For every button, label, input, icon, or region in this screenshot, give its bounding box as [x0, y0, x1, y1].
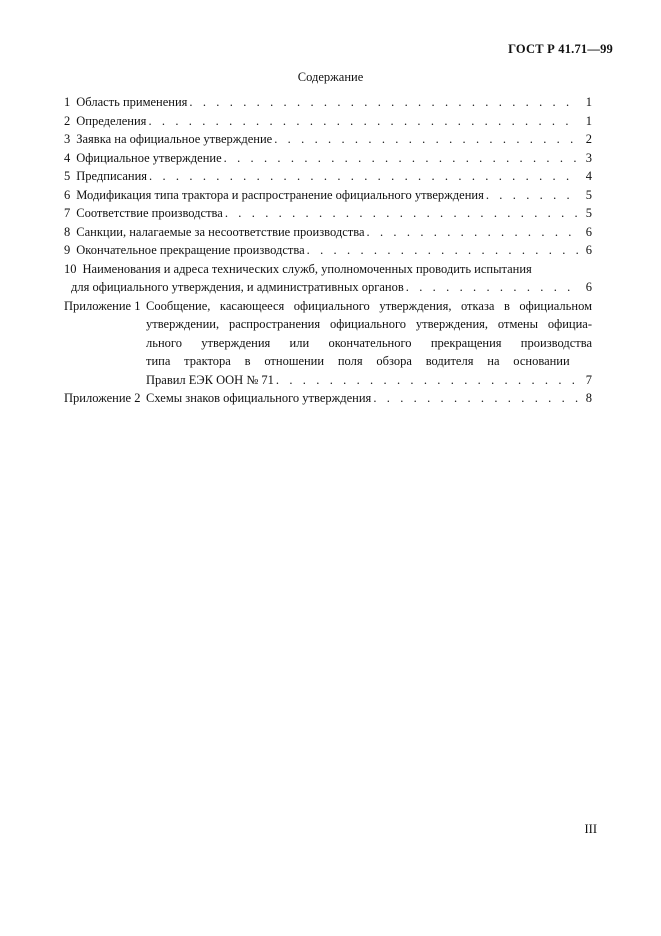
toc-item-page: 6	[585, 280, 592, 294]
appendix-line: Сообщение, касающееся официального утверждения, отказа в официальном	[146, 298, 592, 313]
dot-leader	[486, 186, 578, 205]
toc-item-page: 5	[585, 206, 592, 220]
appendix-line: льного утверждения или окончательного прекращения производства	[146, 335, 592, 350]
toc-item-title: Санкции, налагаемые за несоответствие производства	[76, 224, 365, 239]
toc-item-4[interactable]	[64, 149, 592, 168]
toc-item-page: 6	[585, 243, 592, 257]
toc-item-10-line-2	[64, 278, 592, 297]
dot-leader	[189, 93, 578, 112]
toc-item-page: 6	[585, 224, 592, 239]
toc-appendix-2[interactable]	[64, 389, 592, 408]
toc-item-page: 4	[585, 169, 592, 183]
appendix-line: типа трактора в отношении поля обзора водителя на основании	[146, 354, 570, 368]
toc-item-page: 1	[585, 113, 592, 128]
page-number: III	[584, 822, 597, 836]
dot-leader	[224, 149, 578, 168]
toc-item-page: 2	[585, 132, 592, 146]
toc-item-page: 8	[585, 391, 592, 405]
appendix-label: Приложение 1	[64, 298, 141, 313]
dot-leader	[274, 130, 578, 149]
toc-item-7[interactable]	[64, 204, 592, 223]
toc-item-number: 2	[64, 113, 71, 128]
dot-leader	[307, 241, 578, 260]
toc-item-number: 1	[64, 95, 71, 109]
appendix-body	[146, 389, 592, 408]
toc-item-page: 1	[585, 95, 592, 109]
dot-leader	[148, 112, 578, 131]
toc-item-title: Заявка на официальное утверждение	[76, 132, 273, 146]
toc-item-10[interactable]	[64, 260, 592, 297]
appendix-last-line	[146, 371, 592, 390]
toc-item-title: Официальное утверждение	[76, 150, 222, 165]
dot-leader	[373, 389, 578, 408]
dot-leader	[225, 204, 578, 223]
appendix-label: Приложение 2	[64, 391, 141, 405]
standard-code: ГОСТ Р 41.71—99	[508, 42, 613, 56]
dot-leader	[406, 278, 578, 297]
toc-item-title: Окончательное прекращение производства	[76, 243, 305, 257]
toc-item-8[interactable]	[64, 223, 592, 242]
toc-item-title: Соответствие производства	[76, 206, 223, 220]
toc-item-title: Определения	[76, 113, 147, 128]
toc-title: Содержание	[297, 70, 364, 84]
toc-appendix-1[interactable]	[64, 297, 592, 390]
appendix-line: Правил ЕЭК ООН № 71	[146, 372, 274, 387]
appendix-line: утверждении, распространения официального утверждения, отмены официа-	[146, 317, 592, 331]
toc-item-10-line-1	[64, 260, 592, 279]
toc-item-6[interactable]	[64, 186, 592, 205]
toc-item-page: 3	[585, 150, 592, 165]
toc-item-number: 7	[64, 206, 71, 220]
toc-item-9[interactable]	[64, 241, 592, 260]
dot-leader	[367, 223, 578, 242]
toc-item-2[interactable]	[64, 112, 592, 131]
toc-item-number: 4	[64, 150, 71, 165]
toc-item-number: 5	[64, 169, 71, 183]
toc-item-number: 3	[64, 132, 71, 146]
appendix-line: Схемы знаков официального утверждения	[146, 391, 372, 405]
toc-item-title-line-2: для официального утверждения, и административных органов	[71, 280, 404, 294]
dot-leader	[276, 371, 578, 390]
toc-item-number: 9	[64, 243, 71, 257]
toc-item-number: 10	[64, 261, 77, 276]
toc-item-number: 6	[64, 187, 71, 202]
toc-item-title: Модификация типа трактора и распространение официального утверждения	[76, 187, 484, 202]
appendix-line-row	[146, 389, 592, 408]
dot-leader	[149, 167, 578, 186]
toc-item-page: 7	[585, 372, 592, 387]
toc-item-title: Область применения	[76, 95, 188, 109]
toc-item-page: 5	[585, 187, 592, 202]
toc-item-title: Предписания	[76, 169, 148, 183]
appendix-body	[146, 297, 592, 390]
toc-item-3[interactable]	[64, 130, 592, 149]
toc-item-title-line-1: Наименования и адреса технических служб, уполномоченных проводить испытания	[82, 261, 532, 276]
toc-item-number: 8	[64, 224, 71, 239]
toc-item-1[interactable]	[64, 93, 592, 112]
table-of-contents	[64, 93, 592, 408]
toc-item-5[interactable]	[64, 167, 592, 186]
